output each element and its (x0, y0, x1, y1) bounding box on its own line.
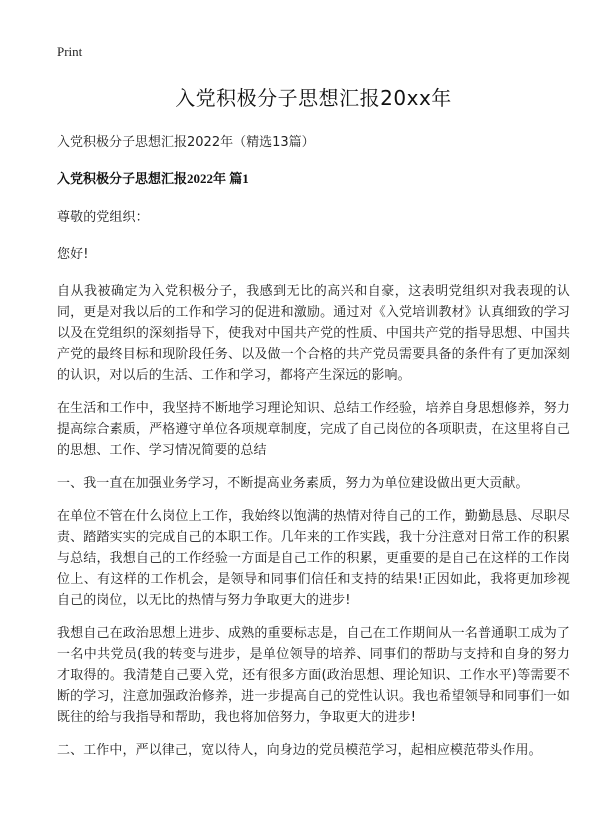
body-paragraph: 在生活和工作中，我坚持不断地学习理论知识、总结工作经验，培养自身思想修养，努力提高综合素质，严格遵守单位各项规章制度，完成了自己岗位的各项职责，在这里将自己的思想、工作、学习情况简要的总结 (57, 401, 570, 458)
body-paragraph-point-one: 一、我一直在加强业务学习，不断提高业务素质，努力为单位建设做出更大贡献。 (57, 476, 529, 491)
body-paragraph: 我想自己在政治思想上进步、成熟的重要标志是，自己在工作期间从一名普通职工成为了一名中共党员(我的转变与进步，是单位领导的培养、同事们的帮助与支持和自身的努力才取得的。我清楚自己要入党，还有很多方面(政治思想、理论知识、工作水平)等需要不断的学习，注意加强政治修养，进一步提高自己的党性认识。我也希望领导和同事们一如既往的给与我指导和帮助，我也将加倍努力，争取更大的进步! (57, 626, 570, 725)
salutation: 尊敬的党组织： (57, 210, 149, 225)
section-heading: 入党积极分子思想汇报2022年 篇1 (57, 171, 249, 186)
document-subtitle: 入党积极分子思想汇报2022年（精选13篇） (57, 135, 315, 150)
greeting: 您好! (57, 247, 89, 262)
print-label[interactable]: Print (57, 44, 83, 59)
body-paragraph: 自从我被确定为入党积极分子，我感到无比的高兴和自豪，这表明党组织对我表现的认同，更是对我以后的工作和学习的促进和激励。通过对《入党培训教材》认真细致的学习以及在党组织的深刻指导下，使我对中国共产党的性质、中国共产党的指导思想、中国共产党的最终目标和现阶段任务、以及做一个合格的共产党员需要具备的条件有了更加深刻的认识，对以后的生活、工作和学习，都将产生深远的影响。 (57, 284, 570, 383)
document-title: 入党积极分子思想汇报20xx年 (175, 86, 452, 110)
body-paragraph: 在单位不管在什么岗位上工作，我始终以饱满的热情对待自己的工作，勤勤恳恳、尽职尽责、踏踏实实的完成自己的本职工作。几年来的工作实践，我十分注意对日常工作的积累与总结，我想自己的工作经验一方面是自己工作的积累，更重要的是自己在这样的工作岗位上、有这样的工作机会，是领导和同事们信任和支持的结果!正因如此，我将更加珍视自己的岗位，以无比的热情与努力争取更大的进步! (57, 509, 570, 608)
body-paragraph-point-two: 二、工作中，严以律己，宽以待人，向身边的党员模范学习，起相应模范带头作用。 (57, 743, 542, 758)
